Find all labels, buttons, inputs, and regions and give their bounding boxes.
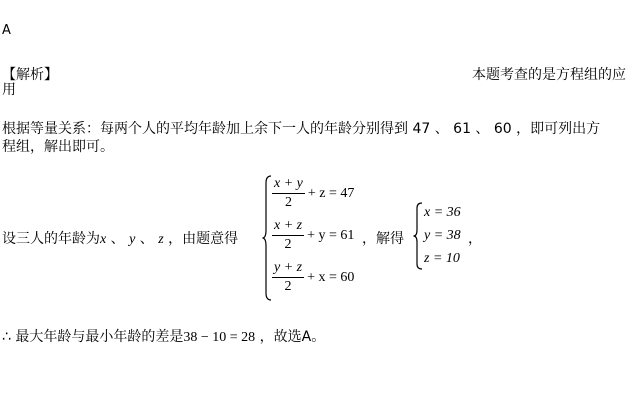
fraction [272,259,304,296]
equation-3 [272,259,354,296]
separator: 、 [106,231,130,247]
fraction-denominator: 2 [284,279,292,294]
variable-x: x [100,232,107,247]
setup-text [2,228,238,248]
therefore-icon: ∴ [2,329,11,345]
setup-intro: 设三人的年龄为 [2,231,100,247]
equation-1 [272,175,354,212]
equation-tail: + z = 47 [307,185,355,201]
fraction-numerator: x + y [272,175,305,194]
fraction [272,217,304,254]
fraction-numerator: x + z [272,217,304,236]
equation-tail: + x = 60 [307,269,355,285]
left-brace-icon [262,175,272,301]
solve-word: ，解得 [362,231,404,247]
relation-text-continued: 程组，解出即可。 [2,139,114,155]
separator: 、 [135,231,159,247]
analysis-description-continued: 用 [2,82,16,98]
variable-z: z [158,232,164,247]
analysis-tag: 【解析】 [2,67,58,83]
solution-z: z = 10 [424,251,460,266]
fraction-denominator: 2 [284,195,292,210]
conclusion-text: 最大年龄与最小年龄的差是 [10,329,184,345]
solution-x: x = 36 [424,205,461,220]
conclusion [2,326,325,346]
conclusion-expression: 38 − 10 = 28 [183,330,256,345]
setup-after-vars: ，由题意得 [163,231,239,247]
after-solution-punct: ， [468,231,482,247]
analysis-description: 本题考查的是方程组的应 [472,67,626,83]
relation-text: 根据等量关系：每两个人的平均年龄加上余下一人的年龄分别得到 47 、 61 、 60 ，即可列出方 [2,121,601,137]
fraction-numerator: y + z [272,259,304,278]
equation-2 [272,217,354,254]
solution-y: y = 38 [424,228,461,243]
variable-y: y [129,232,136,247]
answer-label: A [2,23,11,38]
equation-tail: + y = 61 [307,227,355,243]
conclusion-end: ，故选A。 [255,329,326,345]
fraction [272,175,305,212]
fraction-denominator: 2 [284,237,292,252]
solution-brace-icon [413,202,423,270]
